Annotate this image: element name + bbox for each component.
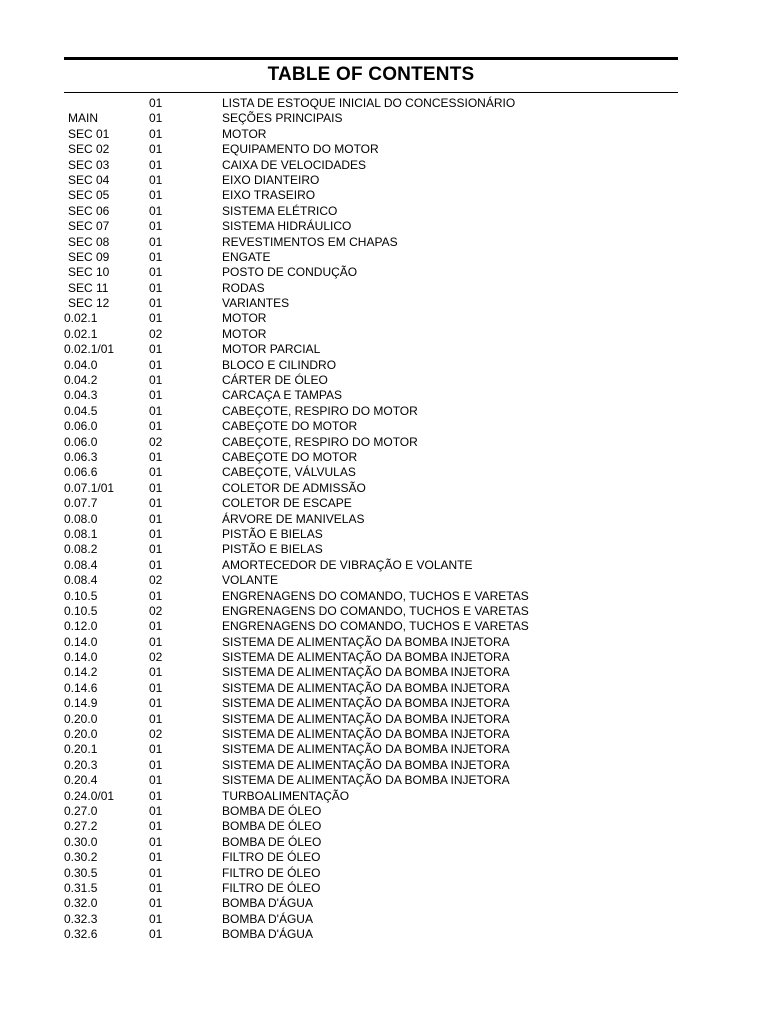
toc-entry-title: CABEÇOTE, RESPIRO DO MOTOR xyxy=(222,434,418,449)
toc-page-number: 01 xyxy=(149,203,163,218)
toc-row xyxy=(0,681,768,696)
toc-entry-title: CABEÇOTE, VÁLVULAS xyxy=(222,465,356,480)
toc-section-code: 0.14.0 xyxy=(64,650,98,665)
toc-entry-title: ENGRENAGENS DO COMANDO, TUCHOS E VARETAS xyxy=(222,619,529,634)
toc-entry-title: LISTA DE ESTOQUE INICIAL DO CONCESSIONÁRIO xyxy=(222,96,516,110)
toc-entry-title: SISTEMA DE ALIMENTAÇÃO DA BOMBA INJETORA xyxy=(222,650,510,665)
toc-entry-title: BOMBA D'ÁGUA xyxy=(222,927,313,942)
toc-row xyxy=(0,512,768,527)
toc-section-code: SEC 07 xyxy=(68,219,110,234)
toc-section-code: 0.02.1 xyxy=(64,326,98,341)
toc-page-number: 01 xyxy=(149,788,163,803)
toc-row xyxy=(0,281,768,296)
toc-row xyxy=(0,158,768,173)
toc-section-code: 0.24.0/01 xyxy=(64,788,115,803)
toc-section-code: 0.14.2 xyxy=(64,665,98,680)
toc-row xyxy=(0,311,768,326)
toc-section-code: 0.32.6 xyxy=(64,927,98,942)
toc-section-code: 0.20.1 xyxy=(64,742,98,757)
toc-page-number: 01 xyxy=(149,296,163,311)
toc-entry-title: SISTEMA DE ALIMENTAÇÃO DA BOMBA INJETORA xyxy=(222,727,510,742)
toc-section-code: SEC 09 xyxy=(68,249,110,264)
toc-entry-title: SISTEMA ELÉTRICO xyxy=(222,203,338,218)
toc-page-number: 01 xyxy=(149,557,163,572)
toc-row xyxy=(0,296,768,311)
toc-entry-title: VOLANTE xyxy=(222,573,279,588)
toc-page-number: 02 xyxy=(149,326,163,341)
toc-page-number: 01 xyxy=(149,711,163,726)
toc-section-code: 0.20.0 xyxy=(64,711,98,726)
toc-row xyxy=(0,235,768,250)
toc-row xyxy=(0,804,768,819)
toc-entry-title: BLOCO E CILINDRO xyxy=(222,357,337,372)
toc-entry-title: SISTEMA DE ALIMENTAÇÃO DA BOMBA INJETORA xyxy=(222,757,510,772)
toc-list xyxy=(0,96,768,942)
toc-page-number: 01 xyxy=(149,249,163,264)
top-rule xyxy=(64,57,678,60)
toc-page-number: 01 xyxy=(149,280,163,295)
toc-row xyxy=(0,742,768,757)
toc-row xyxy=(0,111,768,126)
toc-page-number: 01 xyxy=(149,157,163,172)
toc-row xyxy=(0,219,768,234)
toc-section-code: 0.31.5 xyxy=(64,880,98,895)
toc-page-number: 01 xyxy=(149,219,163,234)
toc-row xyxy=(0,727,768,742)
toc-entry-title: CABEÇOTE DO MOTOR xyxy=(222,449,358,464)
toc-page-number: 01 xyxy=(149,96,163,110)
toc-row xyxy=(0,558,768,573)
toc-page-number: 01 xyxy=(149,172,163,187)
toc-section-code: 0.20.3 xyxy=(64,757,98,772)
toc-row xyxy=(0,373,768,388)
toc-row xyxy=(0,404,768,419)
toc-row xyxy=(0,419,768,434)
toc-section-code: SEC 11 xyxy=(68,280,109,295)
toc-entry-title: SISTEMA DE ALIMENTAÇÃO DA BOMBA INJETORA xyxy=(222,711,510,726)
toc-entry-title: CABEÇOTE DO MOTOR xyxy=(222,419,358,434)
toc-section-code: SEC 03 xyxy=(68,157,110,172)
toc-row xyxy=(0,496,768,511)
page-title: TABLE OF CONTENTS xyxy=(267,64,475,85)
toc-page-number: 02 xyxy=(149,573,163,588)
toc-section-code: 0.06.3 xyxy=(64,449,98,464)
toc-entry-title: BOMBA D'ÁGUA xyxy=(222,911,313,926)
toc-row xyxy=(0,388,768,403)
toc-page-number: 01 xyxy=(149,496,163,511)
toc-row xyxy=(0,758,768,773)
toc-page-number: 01 xyxy=(149,465,163,480)
toc-section-code: 0.06.6 xyxy=(64,465,98,480)
toc-row xyxy=(0,127,768,142)
toc-row xyxy=(0,589,768,604)
toc-page-number: 01 xyxy=(149,511,163,526)
toc-row xyxy=(0,619,768,634)
toc-entry-title: CABEÇOTE, RESPIRO DO MOTOR xyxy=(222,403,418,418)
toc-section-code: 0.30.2 xyxy=(64,850,98,865)
toc-row xyxy=(0,819,768,834)
toc-entry-title: VARIANTES xyxy=(222,296,290,311)
toc-page-number: 01 xyxy=(149,865,163,880)
toc-page-number: 01 xyxy=(149,126,163,141)
toc-section-code: 0.04.5 xyxy=(64,403,98,418)
toc-entry-title: FILTRO DE ÓLEO xyxy=(222,850,321,865)
toc-page-number: 01 xyxy=(149,850,163,865)
toc-entry-title: FILTRO DE ÓLEO xyxy=(222,865,321,880)
toc-section-code: 0.14.6 xyxy=(64,680,98,695)
toc-section-code: 0.08.0 xyxy=(64,511,98,526)
toc-page-number: 01 xyxy=(149,803,163,818)
toc-entry-title: ÁRVORE DE MANIVELAS xyxy=(222,511,365,526)
toc-row xyxy=(0,927,768,942)
toc-row xyxy=(0,542,768,557)
toc-section-code: 0.02.1/01 xyxy=(64,342,115,357)
toc-row xyxy=(0,850,768,865)
toc-row xyxy=(0,527,768,542)
toc-page-number: 01 xyxy=(149,911,163,926)
toc-page-number: 01 xyxy=(149,388,163,403)
toc-page-number: 01 xyxy=(149,696,163,711)
toc-section-code: SEC 04 xyxy=(68,172,110,187)
toc-entry-title: SISTEMA DE ALIMENTAÇÃO DA BOMBA INJETORA xyxy=(222,696,510,711)
toc-page-number: 01 xyxy=(149,742,163,757)
toc-row xyxy=(0,173,768,188)
toc-entry-title: SISTEMA DE ALIMENTAÇÃO DA BOMBA INJETORA xyxy=(222,742,510,757)
toc-row xyxy=(0,435,768,450)
toc-section-code: 0.14.0 xyxy=(64,634,98,649)
toc-page-number: 01 xyxy=(149,773,163,788)
toc-entry-title: CAIXA DE VELOCIDADES xyxy=(222,157,367,172)
toc-row xyxy=(0,465,768,480)
toc-section-code: 0.20.4 xyxy=(64,773,98,788)
toc-section-code: SEC 06 xyxy=(68,203,110,218)
toc-page-number: 02 xyxy=(149,434,163,449)
toc-page-number: 01 xyxy=(149,588,163,603)
toc-page-number: 02 xyxy=(149,603,163,618)
toc-page-number: 01 xyxy=(149,880,163,895)
toc-section-code: 0.06.0 xyxy=(64,419,98,434)
toc-section-code: SEC 08 xyxy=(68,234,110,249)
toc-row xyxy=(0,481,768,496)
toc-entry-title: ENGRENAGENS DO COMANDO, TUCHOS E VARETAS xyxy=(222,588,529,603)
toc-section-code: 0.02.1 xyxy=(64,311,98,326)
toc-row xyxy=(0,342,768,357)
toc-entry-title: ENGRENAGENS DO COMANDO, TUCHOS E VARETAS xyxy=(222,603,529,618)
toc-entry-title: MOTOR xyxy=(222,126,267,141)
toc-page-number: 01 xyxy=(149,403,163,418)
toc-row xyxy=(0,789,768,804)
toc-page-number: 01 xyxy=(149,665,163,680)
toc-entry-title: POSTO DE CONDUÇÃO xyxy=(222,265,358,280)
toc-entry-title: MOTOR xyxy=(222,326,267,341)
toc-section-code: 0.08.2 xyxy=(64,542,98,557)
toc-entry-title: RODAS xyxy=(222,280,265,295)
toc-page-number: 01 xyxy=(149,634,163,649)
toc-page-number: 01 xyxy=(149,619,163,634)
toc-entry-title: EQUIPAMENTO DO MOTOR xyxy=(222,142,379,157)
toc-entry-title: TURBOALIMENTAÇÃO xyxy=(222,788,350,803)
toc-page-number: 01 xyxy=(149,757,163,772)
toc-section-code: 0.30.0 xyxy=(64,834,98,849)
toc-section-code: SEC 05 xyxy=(68,188,110,203)
toc-section-code: 0.30.5 xyxy=(64,865,98,880)
toc-page-number: 01 xyxy=(149,834,163,849)
toc-section-code: 0.32.3 xyxy=(64,911,98,926)
toc-page-number: 01 xyxy=(149,142,163,157)
toc-row xyxy=(0,358,768,373)
toc-entry-title: SEÇÕES PRINCIPAIS xyxy=(222,111,343,126)
toc-page-number: 01 xyxy=(149,419,163,434)
toc-row xyxy=(0,450,768,465)
toc-section-code: 0.08.1 xyxy=(64,526,98,541)
toc-section-code: MAIN xyxy=(68,111,98,126)
toc-row xyxy=(0,250,768,265)
toc-entry-title: MOTOR PARCIAL xyxy=(222,342,321,357)
toc-entry-title: SISTEMA DE ALIMENTAÇÃO DA BOMBA INJETORA xyxy=(222,665,510,680)
toc-page-number: 02 xyxy=(149,650,163,665)
toc-entry-title: BOMBA D'ÁGUA xyxy=(222,896,313,911)
toc-section-code: 0.07.7 xyxy=(64,496,98,511)
toc-section-code: 0.04.3 xyxy=(64,388,98,403)
toc-section-code: 0.20.0 xyxy=(64,727,98,742)
toc-page-number: 01 xyxy=(149,342,163,357)
toc-page-number: 01 xyxy=(149,542,163,557)
toc-page-number: 01 xyxy=(149,927,163,942)
toc-row xyxy=(0,866,768,881)
toc-entry-title: BOMBA DE ÓLEO xyxy=(222,819,322,834)
toc-row xyxy=(0,896,768,911)
toc-page-number: 01 xyxy=(149,480,163,495)
toc-row xyxy=(0,696,768,711)
toc-entry-title: SISTEMA HIDRÁULICO xyxy=(222,219,352,234)
toc-entry-title: ENGATE xyxy=(222,249,271,264)
toc-section-code: SEC 10 xyxy=(68,265,110,280)
toc-entry-title: CÁRTER DE ÓLEO xyxy=(222,373,328,388)
toc-page-number: 01 xyxy=(149,357,163,372)
toc-page-number: 01 xyxy=(149,188,163,203)
toc-section-code: 0.04.0 xyxy=(64,357,98,372)
toc-row xyxy=(0,635,768,650)
toc-page-number: 01 xyxy=(149,111,163,126)
toc-page-number: 01 xyxy=(149,526,163,541)
toc-row xyxy=(0,188,768,203)
toc-row xyxy=(0,142,768,157)
toc-entry-title: MOTOR xyxy=(222,311,267,326)
toc-entry-title: AMORTECEDOR DE VIBRAÇÃO E VOLANTE xyxy=(222,557,473,572)
toc-row xyxy=(0,96,768,111)
toc-row xyxy=(0,573,768,588)
toc-section-code: 0.27.0 xyxy=(64,803,98,818)
toc-entry-title: COLETOR DE ESCAPE xyxy=(222,496,352,511)
toc-entry-title: EIXO TRASEIRO xyxy=(222,188,316,203)
toc-entry-title: BOMBA DE ÓLEO xyxy=(222,803,322,818)
toc-section-code: 0.04.2 xyxy=(64,373,98,388)
toc-section-code: SEC 02 xyxy=(68,142,110,157)
toc-section-code: SEC 12 xyxy=(68,296,110,311)
toc-page-number: 01 xyxy=(149,680,163,695)
toc-section-code: 0.06.0 xyxy=(64,434,98,449)
toc-page-number: 02 xyxy=(149,727,163,742)
toc-row xyxy=(0,650,768,665)
toc-section-code: 0.10.5 xyxy=(64,603,98,618)
toc-row xyxy=(0,665,768,680)
toc-entry-title: FILTRO DE ÓLEO xyxy=(222,880,321,895)
toc-page-number: 01 xyxy=(149,449,163,464)
toc-section-code: 0.32.0 xyxy=(64,896,98,911)
toc-page-number: 01 xyxy=(149,265,163,280)
title-rule xyxy=(64,92,678,93)
toc-entry-title: SISTEMA DE ALIMENTAÇÃO DA BOMBA INJETORA xyxy=(222,634,510,649)
toc-row xyxy=(0,204,768,219)
toc-section-code: SEC 01 xyxy=(68,126,110,141)
toc-entry-title: CARCAÇA E TAMPAS xyxy=(222,388,343,403)
toc-section-code: 0.08.4 xyxy=(64,557,98,572)
toc-section-code: 0.14.9 xyxy=(64,696,98,711)
toc-entry-title: COLETOR DE ADMISSÃO xyxy=(222,480,366,495)
toc-row xyxy=(0,265,768,280)
toc-section-code: 0.12.0 xyxy=(64,619,98,634)
toc-row xyxy=(0,604,768,619)
toc-entry-title: PISTÃO E BIELAS xyxy=(222,526,323,541)
toc-entry-title: REVESTIMENTOS EM CHAPAS xyxy=(222,234,398,249)
toc-entry-title: SISTEMA DE ALIMENTAÇÃO DA BOMBA INJETORA xyxy=(222,773,510,788)
toc-section-code: 0.27.2 xyxy=(64,819,98,834)
toc-entry-title: PISTÃO E BIELAS xyxy=(222,542,323,557)
toc-row xyxy=(0,881,768,896)
toc-row xyxy=(0,327,768,342)
toc-row xyxy=(0,712,768,727)
toc-section-code: 0.10.5 xyxy=(64,588,98,603)
toc-page-number: 01 xyxy=(149,311,163,326)
toc-entry-title: EIXO DIANTEIRO xyxy=(222,172,320,187)
toc-page-number: 01 xyxy=(149,896,163,911)
toc-row xyxy=(0,773,768,788)
toc-page-number: 01 xyxy=(149,234,163,249)
toc-section-code: 0.07.1/01 xyxy=(64,480,115,495)
toc-entry-title: BOMBA DE ÓLEO xyxy=(222,834,322,849)
toc-page-number: 01 xyxy=(149,819,163,834)
toc-entry-title: SISTEMA DE ALIMENTAÇÃO DA BOMBA INJETORA xyxy=(222,680,510,695)
toc-section-code: 0.08.4 xyxy=(64,573,98,588)
toc-row xyxy=(0,835,768,850)
toc-page-number: 01 xyxy=(149,373,163,388)
toc-row xyxy=(0,912,768,927)
